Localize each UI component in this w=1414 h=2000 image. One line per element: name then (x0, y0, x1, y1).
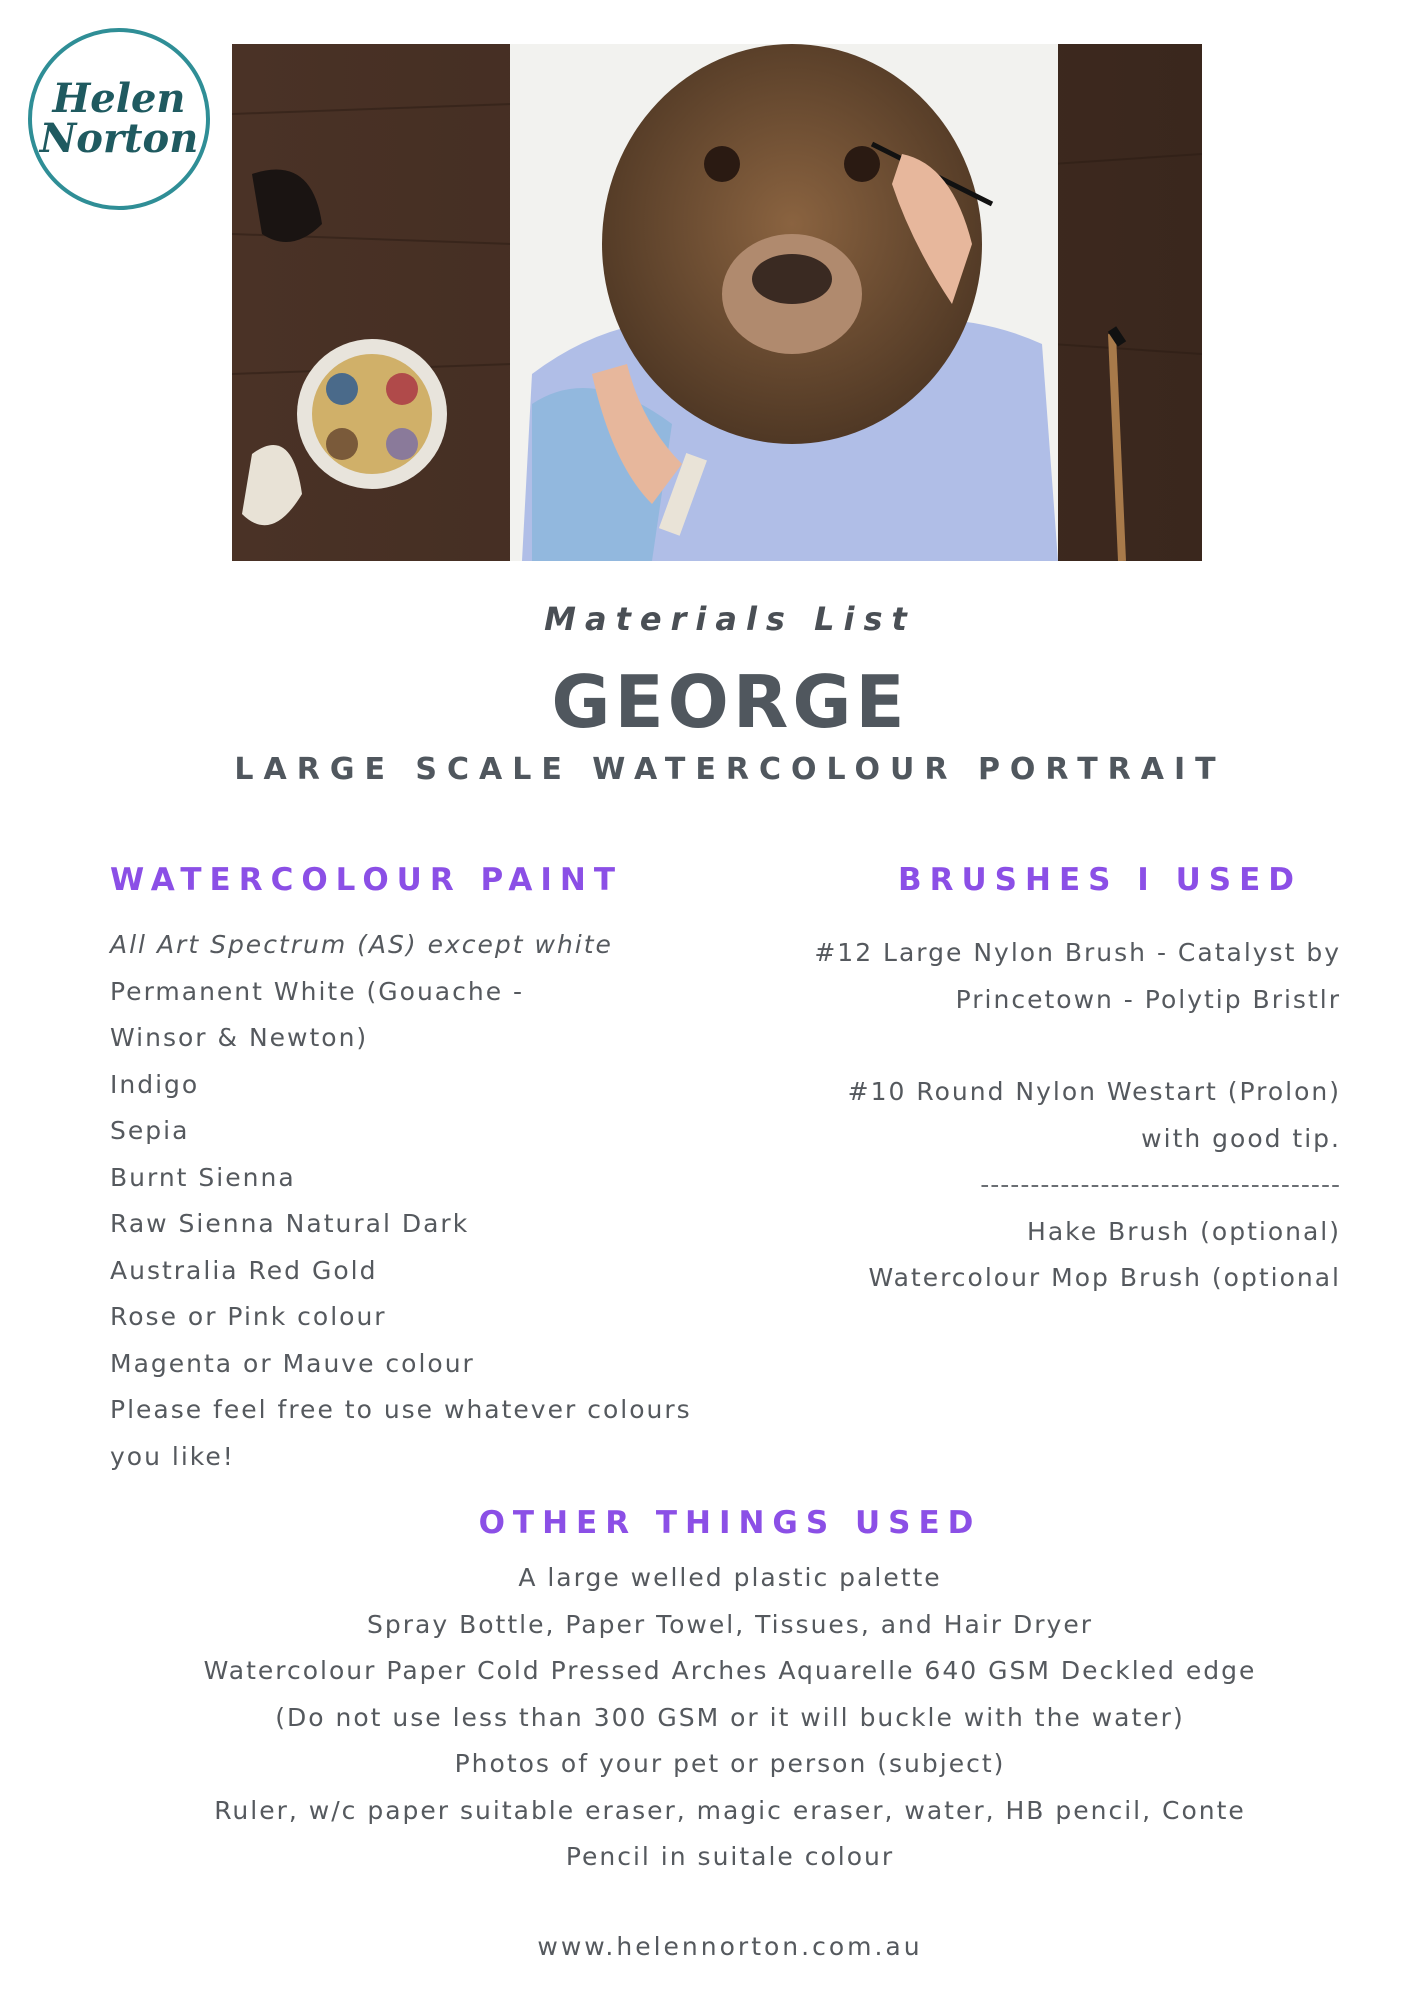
other-things-list (0, 1555, 1414, 1881)
website-url[interactable]: www.helennorton.com.au (537, 1932, 923, 1961)
list-item: Spray Bottle, Paper Towel, Tissues, and Hair Dryer (367, 1609, 1093, 1639)
list-item: Burnt Sienna (110, 1162, 296, 1192)
other-things-heading: OTHER THINGS USED (478, 1505, 982, 1541)
list-item: Rose or Pink colour (110, 1302, 387, 1331)
dashed-divider: ------------------------------------ (980, 1170, 1341, 1199)
list-item: Watercolour Paper Cold Pressed Arches Aquarelle 640 GSM Deckled edge (203, 1656, 1257, 1685)
list-item: Indigo (110, 1069, 200, 1099)
list-item: Magenta or Mauve colour (110, 1348, 475, 1378)
brush-2-line-2: with good tip. (1141, 1123, 1341, 1153)
brush-3: Hake Brush (optional) (1027, 1216, 1341, 1246)
list-item: Ruler, w/c paper suitable eraser, magic eraser, water, HB pencil, Conte (214, 1795, 1246, 1825)
brushes-list (741, 930, 1341, 1302)
materials-list-subtitle: Materials List (544, 600, 916, 638)
paint-list (110, 922, 750, 1480)
page-title: GEORGE (551, 660, 909, 744)
list-item: Photos of your pet or person (subject) (454, 1749, 1006, 1778)
page-tagline: LARGE SCALE WATERCOLOUR PORTRAIT (234, 752, 1226, 787)
brush-1-line-2: Princetown - Polytip Bristlr (955, 984, 1341, 1014)
list-item: Sepia (110, 1116, 190, 1145)
brush-4: Watercolour Mop Brush (optional (868, 1263, 1341, 1292)
list-item: Raw Sienna Natural Dark (110, 1209, 470, 1238)
list-item: A large welled plastic palette (518, 1563, 942, 1592)
watercolour-paint-heading: WATERCOLOUR PAINT (110, 862, 624, 898)
list-item: (Do not use less than 300 GSM or it will buckle with the water) (275, 1702, 1185, 1732)
brush-1-line-1: #12 Large Nylon Brush - Catalyst by (814, 938, 1341, 967)
logo-line-1: Helen (52, 75, 186, 122)
hero-image (232, 44, 1202, 561)
list-item: All Art Spectrum (AS) except white (110, 930, 613, 959)
list-item: Australia Red Gold (110, 1255, 378, 1285)
brush-2-line-1: #10 Round Nylon Westart (Prolon) (847, 1077, 1341, 1106)
list-item: Permanent White (Gouache - (110, 976, 525, 1006)
brushes-heading: BRUSHES I USED (898, 862, 1302, 898)
list-item: Please feel free to use whatever colours (110, 1395, 692, 1424)
list-item: you like! (110, 1441, 235, 1471)
list-item: Pencil in suitale colour (565, 1842, 895, 1871)
logo-line-2: Norton (39, 115, 199, 162)
brand-logo (28, 28, 210, 210)
list-item: Winsor & Newton) (110, 1023, 369, 1052)
